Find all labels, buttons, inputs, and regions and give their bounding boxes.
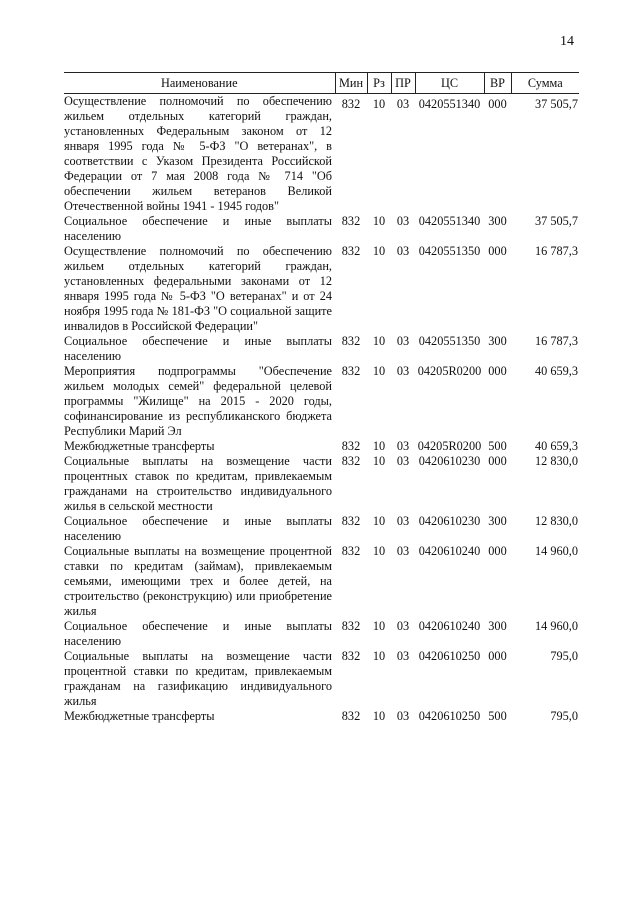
- cell-name: Социальное обеспечение и иные выплаты населению: [64, 214, 332, 243]
- cell-sum: 40 659,3: [534, 439, 578, 453]
- table-row: [64, 514, 579, 544]
- cell-min: 832: [341, 544, 361, 558]
- cell-pr: 03: [396, 439, 410, 453]
- cell-pr: 03: [396, 97, 410, 111]
- cell-vr: 300: [488, 214, 507, 228]
- cell-rz: 10: [372, 439, 386, 453]
- cell-pr: 03: [396, 244, 410, 258]
- cell-cs: 0420551350: [418, 244, 481, 258]
- cell-sum: 795,0: [550, 709, 578, 723]
- cell-name: Социальное обеспечение и иные выплаты населению: [64, 514, 332, 543]
- header-sum: Сумма: [511, 73, 579, 94]
- cell-name: Социальные выплаты на возмещение части процентной ставки по кредитам, привлекаемым гражданам на газификацию индивидуального жилья: [64, 649, 332, 708]
- cell-min: 832: [341, 244, 361, 258]
- cell-vr: 000: [488, 544, 507, 558]
- cell-min: 832: [341, 454, 361, 468]
- cell-vr: 000: [488, 97, 507, 111]
- cell-vr: 000: [488, 244, 507, 258]
- cell-vr: 000: [488, 649, 507, 663]
- table-row: [64, 454, 579, 514]
- cell-vr: 500: [488, 709, 507, 723]
- cell-pr: 03: [396, 334, 410, 348]
- cell-rz: 10: [372, 649, 386, 663]
- header-pr: ПР: [391, 73, 415, 94]
- cell-vr: 300: [488, 514, 507, 528]
- header-vr: ВР: [484, 73, 511, 94]
- cell-vr: 300: [488, 334, 507, 348]
- cell-vr: 300: [488, 619, 507, 633]
- table-row: [64, 334, 579, 364]
- table-row: [64, 544, 579, 619]
- cell-min: 832: [341, 214, 361, 228]
- table-body: [64, 94, 579, 725]
- cell-cs: 04205R0200: [417, 439, 482, 453]
- cell-rz: 10: [372, 709, 386, 723]
- cell-rz: 10: [372, 514, 386, 528]
- cell-cs: 0420551350: [418, 334, 481, 348]
- cell-sum: 12 830,0: [534, 454, 578, 468]
- table-row: [64, 214, 579, 244]
- cell-rz: 10: [372, 544, 386, 558]
- cell-name: Социальные выплаты на возмещение части процентных ставок по кредитам, привлекаемым гражданами на строительство индивидуального жилья в сельской местности: [64, 454, 332, 513]
- cell-sum: 37 505,7: [534, 97, 578, 111]
- cell-cs: 0420610250: [418, 649, 481, 663]
- cell-vr: 000: [488, 364, 507, 378]
- cell-sum: 40 659,3: [534, 364, 578, 378]
- cell-rz: 10: [372, 619, 386, 633]
- cell-name: Социальное обеспечение и иные выплаты населению: [64, 334, 332, 363]
- cell-rz: 10: [372, 334, 386, 348]
- table-row: [64, 94, 579, 215]
- table-row: [64, 649, 579, 709]
- table-row: [64, 619, 579, 649]
- cell-sum: 16 787,3: [534, 244, 578, 258]
- cell-sum: 16 787,3: [534, 334, 578, 348]
- cell-name: Осуществление полномочий по обеспечению жильем отдельных категорий граждан, установленных Федеральным законом от 12 января 1995 года № 5-ФЗ "О ветеранах", в соответствии с Указом Президента Российской Федерации от 7 мая 2008 года № 714 "Об обеспечении жильем ветеранов Великой Отечественной войны 1941 - 1945 годов": [64, 94, 332, 213]
- header-cs: ЦС: [415, 73, 484, 94]
- table-row: [64, 364, 579, 439]
- cell-name: Осуществление полномочий по обеспечению жильем отдельных категорий граждан, установленных федеральными законами от 12 января 1995 года № 5-ФЗ "О ветеранах" и от 24 ноября 1995 года № 181-ФЗ "О социальной защите инвалидов в Российской Федерации": [64, 244, 332, 333]
- cell-sum: 12 830,0: [534, 514, 578, 528]
- cell-pr: 03: [396, 544, 410, 558]
- cell-vr: 500: [488, 439, 507, 453]
- cell-sum: 14 960,0: [534, 544, 578, 558]
- table-row: [64, 709, 579, 724]
- cell-min: 832: [341, 514, 361, 528]
- cell-name: Мероприятия подпрограммы "Обеспечение жильем молодых семей" федеральной целевой программы "Жилище" на 2015 - 2020 годы, софинансирование из республиканского бюджета Республики Марий Эл: [64, 364, 332, 438]
- cell-name: Межбюджетные трансферты: [64, 439, 215, 453]
- cell-name: Социальное обеспечение и иные выплаты населению: [64, 619, 332, 648]
- table-row: [64, 244, 579, 334]
- cell-pr: 03: [396, 619, 410, 633]
- table-row: [64, 439, 579, 454]
- cell-cs: 0420610240: [418, 619, 481, 633]
- cell-rz: 10: [372, 364, 386, 378]
- cell-rz: 10: [372, 244, 386, 258]
- cell-name: Межбюджетные трансферты: [64, 709, 215, 723]
- cell-min: 832: [341, 364, 361, 378]
- cell-min: 832: [341, 649, 361, 663]
- cell-cs: 04205R0200: [417, 364, 482, 378]
- cell-min: 832: [341, 709, 361, 723]
- cell-min: 832: [341, 439, 361, 453]
- cell-min: 832: [341, 334, 361, 348]
- cell-sum: 37 505,7: [534, 214, 578, 228]
- header-name: Наименование: [64, 73, 335, 94]
- cell-rz: 10: [372, 214, 386, 228]
- cell-pr: 03: [396, 364, 410, 378]
- cell-pr: 03: [396, 514, 410, 528]
- header-min: Мин: [335, 73, 367, 94]
- cell-sum: 795,0: [550, 649, 578, 663]
- cell-cs: 0420551340: [418, 214, 481, 228]
- cell-cs: 0420610240: [418, 544, 481, 558]
- cell-pr: 03: [396, 454, 410, 468]
- cell-rz: 10: [372, 97, 386, 111]
- cell-rz: 10: [372, 454, 386, 468]
- budget-table: [64, 72, 579, 724]
- cell-cs: 0420610230: [418, 454, 481, 468]
- header-rz: Рз: [367, 73, 391, 94]
- table-header-row: [64, 73, 579, 94]
- cell-cs: 0420610250: [418, 709, 481, 723]
- cell-pr: 03: [396, 214, 410, 228]
- cell-sum: 14 960,0: [534, 619, 578, 633]
- cell-cs: 0420551340: [418, 97, 481, 111]
- cell-min: 832: [341, 619, 361, 633]
- cell-pr: 03: [396, 649, 410, 663]
- cell-min: 832: [341, 97, 361, 111]
- cell-name: Социальные выплаты на возмещение процентной ставки по кредитам (займам), привлекаемым семьями, имеющими трех и более детей, на строительство (реконструкцию) или приобретение жилья: [64, 544, 332, 618]
- cell-cs: 0420610230: [418, 514, 481, 528]
- cell-vr: 000: [488, 454, 507, 468]
- cell-pr: 03: [396, 709, 410, 723]
- page-number: 14: [560, 34, 574, 49]
